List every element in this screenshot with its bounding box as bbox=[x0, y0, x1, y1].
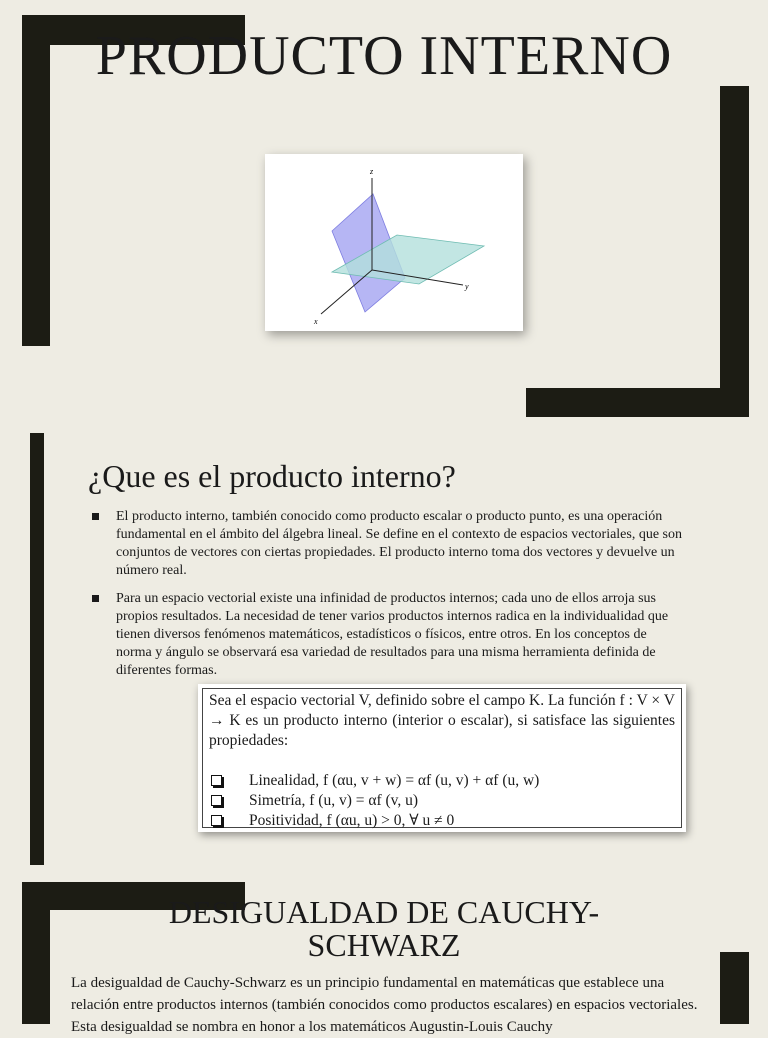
slide3-frame-bar-vertical bbox=[22, 882, 50, 1024]
cauchy-paragraph: La desigualdad de Cauchy-Schwarz es un principio fundamental en matemáticas que establece una relación entre productos internos (también conocidos como productos escalares) en espacios vectoriales. Esta desigualdad se nombra en honor a los matemáticos Augustin-Louis Cauchy bbox=[71, 975, 698, 1035]
slide3-frame-bar-right bbox=[720, 952, 749, 1024]
section-heading: ¿Que es el producto interno? bbox=[88, 458, 456, 494]
checkbox-icon bbox=[211, 795, 222, 806]
frame-bar-bottom-right-vertical bbox=[720, 86, 749, 417]
property-item bbox=[209, 791, 675, 811]
y-axis-label: y bbox=[465, 282, 469, 291]
planes-figure bbox=[265, 154, 523, 331]
definition-frame bbox=[202, 688, 682, 828]
property-item bbox=[209, 811, 675, 831]
bullet-item bbox=[92, 508, 682, 580]
cauchy-title: DESIGUALDAD DE CAUCHY-SCHWARZ bbox=[168, 894, 600, 963]
checkbox-icon bbox=[211, 815, 222, 826]
bullet-text: El producto interno, también conocido como producto escalar o producto punto, es una operación fundamental en el ámbito del álgebra lineal. Se define en el contexto de espacios vectoriales, que son conjuntos de vectores con ciertas propiedades. El producto interno toma dos vectores y devuelve un número real. bbox=[116, 509, 683, 578]
checkbox-icon bbox=[211, 775, 222, 786]
slide2-left-bar bbox=[30, 433, 44, 865]
planes-plot bbox=[265, 154, 523, 331]
bullet-square-icon bbox=[92, 513, 99, 520]
property-list bbox=[209, 771, 675, 831]
frame-bar-bottom-right-horizontal bbox=[526, 388, 749, 417]
bullet-text: Para un espacio vectorial existe una infinidad de productos internos; cada uno de ellos arroja sus propios resultados. La necesidad de tener varios productos internos radica en la individualidad que tienen diversos fenómenos matemáticos, estadísticos o físicos, entre otros. En los conceptos de norma y ángulo se observará esa variedad de resultados para una misma herramienta definida de diferentes formas. bbox=[116, 591, 669, 678]
property-text: Linealidad, f (αu, v + w) = αf (u, v) + αf (u, w) bbox=[249, 772, 540, 789]
definition-intro: Sea el espacio vectorial V, definido sobre el campo K. La función f : V × V → K es un producto interno (interior o escalar), si satisface las siguientes propiedades: bbox=[209, 692, 675, 749]
z-axis-label: z bbox=[370, 167, 374, 176]
slide-title: PRODUCTO INTERNO bbox=[95, 25, 673, 87]
bullet-item bbox=[92, 590, 682, 680]
property-item bbox=[209, 771, 675, 791]
property-text: Simetría, f (u, v) = αf (v, u) bbox=[249, 792, 419, 809]
bullet-list bbox=[92, 508, 682, 690]
property-text: Positividad, f (αu, u) > 0, ∀ u ≠ 0 bbox=[249, 812, 455, 829]
definition-box bbox=[198, 684, 686, 832]
x-axis-label: x bbox=[314, 317, 318, 326]
bullet-square-icon bbox=[92, 595, 99, 602]
